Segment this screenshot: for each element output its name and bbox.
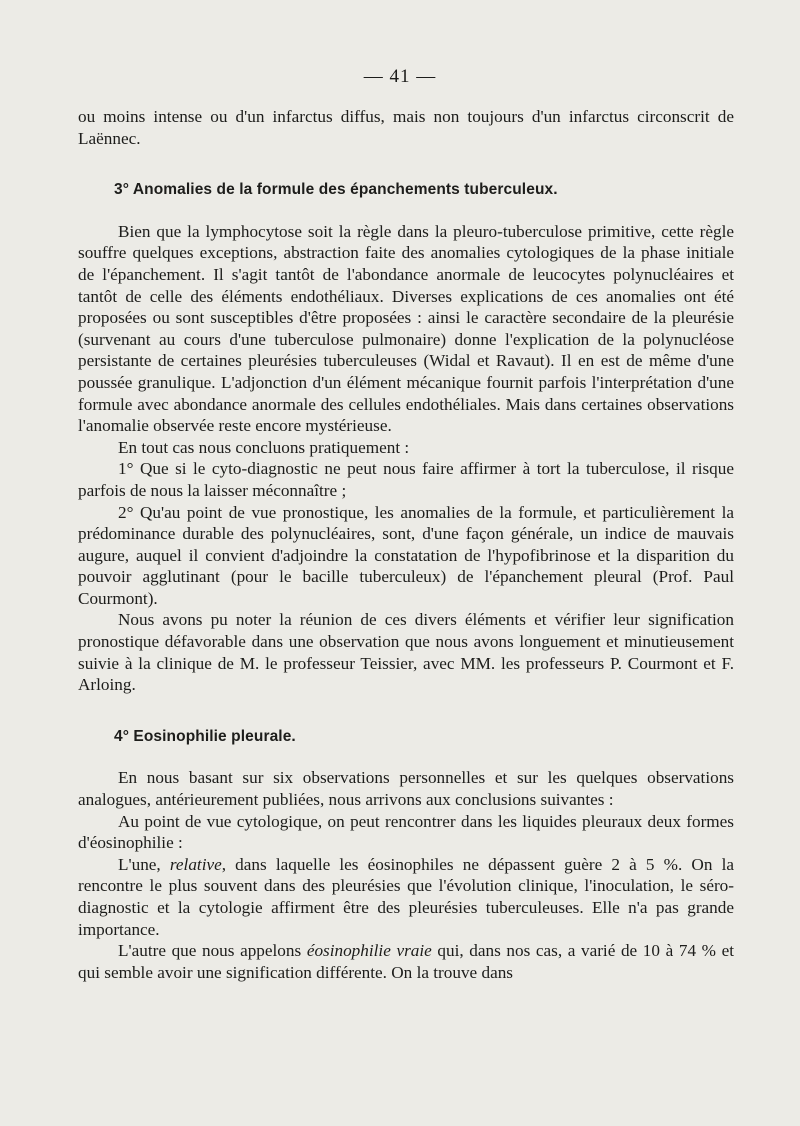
text-run: L'une, bbox=[118, 854, 170, 874]
paragraph: 1° Que si le cyto-diagnostic ne peut nous faire affirmer à tort la tuberculose, il risque parfois de nous la laisser méconnaître ; bbox=[78, 459, 734, 500]
page-number: — 41 — bbox=[363, 66, 437, 87]
italic-term: relative bbox=[169, 854, 222, 874]
paragraph-intro: ou moins intense ou d'un infarctus diffus, mais non toujours d'un infarctus circonscrit de Laënnec. bbox=[78, 107, 734, 148]
paragraph bbox=[78, 940, 734, 983]
paragraph bbox=[78, 854, 734, 940]
paragraph: 2° Qu'au point de vue pronostique, les anomalies de la formule, et particulièrement la prédominance durable des polynucléaires, sont, d'une façon générale, un indice de mauvais augure, auquel il convient d'adjoindre la constatation de l'hypofibrinose et la disparition du pouvoir agglutinant (pour le bacille tuberculeux) de l'épanchement pleural (Prof. Paul Courmont). bbox=[78, 502, 734, 608]
section-heading-3: 3° Anomalies de la formule des épanchements tuberculeux. bbox=[114, 181, 558, 199]
section-heading-4: 4° Eosinophilie pleurale. bbox=[114, 727, 296, 745]
paragraph: Bien que la lymphocytose soit la règle dans la pleuro-tuberculose primitive, cette règle souffre quelques exceptions, abstraction faite des anomalies cytologiques de la phase initiale de l'épanchement. Il s'agit tantôt de l'abondance anormale de leucocytes polynucléaires et tantôt de celle des éléments endothéliaux. Diverses explications de ces anomalies ont été proposées ou sont susceptibles d'être proposées : ainsi le caractère secondaire de la pleurésie (survenant au cours d'une tuberculose pulmonaire) donne l'explication de la polynucléose persistante de certaines pleurésies tuberculeuses (Widal et Ravaut). Il en est de même d'une poussée granulique. L'adjonction d'un élément mécanique fournit parfois l'interprétation d'une formule avec abondance anormale des cellules endothéliales. Mais dans certaines observations l'anomalie observée reste encore mystérieuse. bbox=[78, 221, 734, 436]
body-text bbox=[78, 106, 734, 983]
paragraph: En tout cas nous concluons pratiquement : bbox=[118, 437, 410, 457]
paragraph: Nous avons pu noter la réunion de ces divers éléments et vérifier leur signification pronostique défavorable dans une observation que nous avons longuement et minutieusement suivie à la clinique de M. le professeur Teissier, avec MM. les professeurs P. Courmont et F. Arloing. bbox=[78, 610, 734, 695]
text-run: L'autre que nous appelons bbox=[118, 941, 307, 961]
paragraph: Au point de vue cytologique, on peut rencontrer dans les liquides pleuraux deux formes d'éosinophilie : bbox=[78, 811, 734, 853]
text-run: qui, dans nos cas, a varié de 10 à 74 % et qui semble avoir une signification différente. On la trouve dans bbox=[78, 941, 734, 982]
italic-term: éosinophilie vraie bbox=[306, 941, 432, 961]
text-run: , dans laquelle les éosinophiles ne dépassent guère 2 à 5 %. On la rencontre le plus souvent dans des pleurésies que l'évolution clinique, l'inoculation, le séro-diagnostic et la cytologie affirment être des pleurésies tuberculeuses. Elle n'a pas grande importance. bbox=[78, 854, 734, 939]
paragraph: En nous basant sur six observations personnelles et sur les quelques observations analogues, antérieurement publiées, nous arrivons aux conclusions suivantes : bbox=[78, 768, 734, 810]
